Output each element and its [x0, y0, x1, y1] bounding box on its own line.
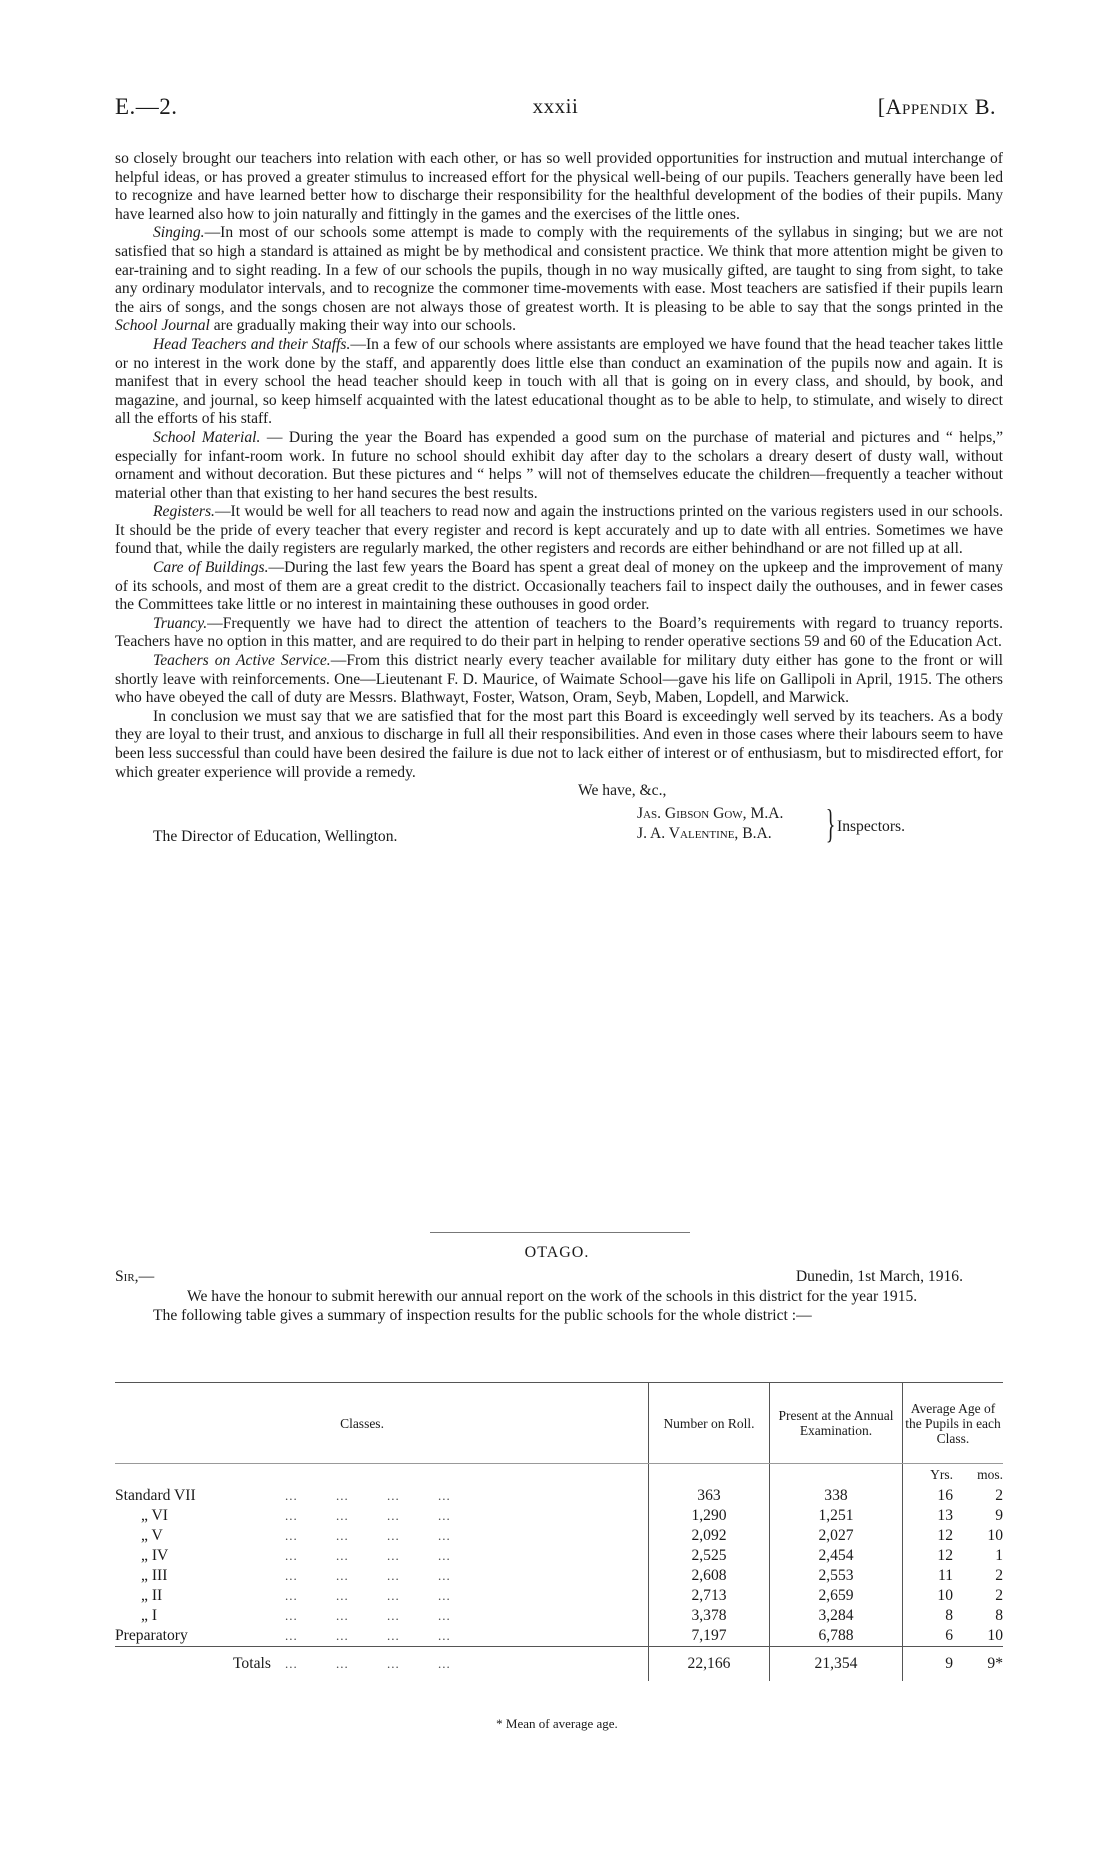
- totals-row: [115, 1647, 1003, 1682]
- roll-value: 7,197: [649, 1626, 770, 1647]
- leader-dots: ... ... ... ...: [285, 1548, 451, 1563]
- otago-letter: [115, 1268, 1003, 1325]
- signature-block: [115, 782, 1003, 852]
- column-header-classes: Classes.: [115, 1383, 649, 1464]
- truancy-text: —Frequently we have had to direct the attention of teachers to the Board’s requirements with regard to truancy reports. Teachers have no option in this matter, and are required to do their part in helping to render operative sections 59 and 60 of the Education Act.: [115, 614, 1003, 651]
- paragraph-conclusion: In conclusion we must say that we are satisfied that for the most part this Board is exceedingly well served by its teachers. As a body they are loyal to their trust, and anxious to discharge in full all their responsibilities. And even in those cases where their labours seem to have been less successful than could have been desired the failure is due not to lack either of interest or of enthusiasm, but to misdirected effort, for which greater experience will provide a remedy.: [115, 707, 1003, 781]
- leader-dots: ... ... ... ...: [285, 1608, 451, 1623]
- section-heading-otago: OTAGO.: [524, 1244, 590, 1261]
- age-months: 10: [987, 1527, 1003, 1544]
- active-service-text: —From this district nearly every teacher available for military duty either has gone to the front or will shortly leave with reinforcements. One—Lieutenant F. D. Maurice, of Waimate School—gave his life on Gallipoli in April, 1915. The others who have obeyed the call of duty are Messrs. Blathwayt, Foster, Watson, Oram, Seyb, Maben, Lopdell, and Marwick.: [115, 652, 1004, 707]
- table-row: [115, 1546, 1003, 1566]
- table-footnote: * Mean of average age.: [496, 1716, 618, 1731]
- closing: We have, &c.,: [578, 782, 667, 800]
- heading-singing: Singing.: [153, 224, 205, 242]
- roll-total: 22,166: [649, 1647, 770, 1682]
- heading-head-teachers: Head Teachers and their Staffs.: [153, 335, 351, 353]
- roll-value: 363: [649, 1486, 770, 1506]
- registers-text: —It would be well for all teachers to read now and again the instructions printed on the various registers used in our schools. It should be the pride of every teacher that every register and record is kept accurately and up to date with all entries. Sometimes we have found that, while the daily registers are regularly marked, the other registers and records are either behindhand or are not filled up at all.: [115, 503, 1003, 558]
- table-row: [115, 1526, 1003, 1546]
- age-years: 10: [903, 1586, 954, 1606]
- leader-dots: ... ... ... ...: [285, 1588, 451, 1603]
- column-header-present: Present at the Annual Examination.: [770, 1383, 903, 1464]
- age-years-total: 9: [903, 1647, 954, 1682]
- signatory-name: J. A. Valentine, B.A.: [637, 825, 772, 843]
- roll-value: 2,525: [649, 1546, 770, 1566]
- school-journal-title: School Journal: [115, 317, 210, 335]
- paragraph-head-teachers: [115, 336, 1003, 429]
- report-body: [115, 150, 1003, 852]
- age-months: 8: [995, 1607, 1003, 1624]
- leader-dots: ... ... ... ...: [285, 1568, 451, 1583]
- present-value: 338: [770, 1486, 903, 1506]
- leader-dots: ... ... ... ...: [285, 1628, 451, 1643]
- leader-dots: ... ... ... ...: [285, 1647, 649, 1682]
- heading-active-service: Teachers on Active Service.: [153, 652, 331, 670]
- roll-value: 2,608: [649, 1566, 770, 1586]
- otago-intro: We have the honour to submit herewith our annual report on the work of the schools in this district for the year 1915.: [187, 1288, 918, 1305]
- document-code: E.—2.: [115, 94, 178, 119]
- present-value: 1,251: [770, 1506, 903, 1526]
- singing-text-end: are gradually making their way into our schools.: [209, 317, 517, 335]
- paragraph-school-material: [115, 429, 1003, 503]
- page-number: xxxii: [532, 94, 579, 118]
- paragraph-active-service: [115, 652, 1003, 708]
- age-years: 8: [903, 1606, 954, 1626]
- class-label: „ II: [141, 1587, 163, 1604]
- class-label: „ IV: [141, 1547, 169, 1564]
- age-months: 9: [995, 1507, 1003, 1524]
- column-header-roll: Number on Roll.: [649, 1383, 770, 1464]
- present-total: 21,354: [770, 1647, 903, 1682]
- signatory-role: Inspectors.: [837, 818, 905, 836]
- table-row: [115, 1486, 1003, 1506]
- present-value: 2,553: [770, 1566, 903, 1586]
- paragraph-registers: [115, 503, 1003, 559]
- section-divider: [430, 1232, 690, 1233]
- age-months: 1: [995, 1547, 1003, 1564]
- present-value: 6,788: [770, 1626, 903, 1647]
- heading-school-material: School Material.: [153, 428, 261, 446]
- present-value: 2,454: [770, 1546, 903, 1566]
- salutation: Sir,—: [115, 1268, 155, 1285]
- age-years: 12: [903, 1526, 954, 1546]
- salutation-line: [115, 1268, 1003, 1288]
- age-years: 16: [903, 1486, 954, 1506]
- age-months-total: 9*: [953, 1647, 1003, 1682]
- page-header: [115, 94, 996, 126]
- totals-label: Totals: [115, 1647, 285, 1682]
- addressee: The Director of Education, Wellington.: [153, 828, 398, 846]
- table-header-row: [115, 1383, 1003, 1464]
- unit-years: Yrs.: [903, 1464, 954, 1487]
- table-row: [115, 1626, 1003, 1647]
- buildings-text: —During the last few years the Board has spent a great deal of money on the upkeep and the improvement of many of its schools, and most of them are a great credit to the district. Occasionally teachers fail to inspect daily the outhouses, and in fewer cases the Committees take little or no interest in maintaining these outhouses in good order.: [115, 559, 1003, 614]
- age-years: 6: [903, 1626, 954, 1647]
- age-years: 13: [903, 1506, 954, 1526]
- age-months: 2: [995, 1567, 1003, 1584]
- class-label: „ VI: [141, 1507, 168, 1524]
- heading-buildings: Care of Buildings.: [153, 559, 269, 577]
- age-years: 12: [903, 1546, 954, 1566]
- unit-months: mos.: [977, 1467, 1003, 1482]
- units-row: [115, 1464, 1003, 1487]
- singing-text: —In most of our schools some attempt is made to comply with the requirements of the syllabus in singing; but we are not satisfied that so high a standard is attained as might be by methodical and consistent practice. We think that more attention might be given to ear-training and to sight reading. In a few of our schools the pupils, though in no way musically gifted, are taught to sing from sight, to take any ordinary modulator intervals, and to recognize the commoner time-movements with ease. Most teachers are satisfied if their pupils learn the airs of songs, and the songs chosen are not always those of greatest worth. It is pleasing to be able to say that the songs printed in the: [115, 224, 1003, 316]
- letter-date: Dunedin, 1st March, 1916.: [795, 1268, 963, 1285]
- inspection-summary-table: [115, 1382, 1003, 1681]
- signatories: [637, 804, 783, 844]
- table-intro: The following table gives a summary of inspection results for the public schools for the whole district :—: [153, 1306, 812, 1324]
- present-value: 3,284: [770, 1606, 903, 1626]
- class-label: Preparatory: [115, 1627, 188, 1644]
- present-value: 2,659: [770, 1586, 903, 1606]
- age-months: 10: [987, 1627, 1003, 1644]
- present-value: 2,027: [770, 1526, 903, 1546]
- paragraph-singing: [115, 224, 1003, 336]
- roll-value: 2,713: [649, 1586, 770, 1606]
- leader-dots: ... ... ... ...: [285, 1528, 451, 1543]
- signatory-name: Jas. Gibson Gow, M.A.: [637, 805, 784, 823]
- age-months: 2: [995, 1487, 1003, 1504]
- class-label: Standard VII: [115, 1487, 196, 1504]
- paragraph-buildings: [115, 559, 1003, 615]
- table-row: [115, 1586, 1003, 1606]
- age-years: 11: [903, 1566, 954, 1586]
- class-label: „ I: [141, 1607, 158, 1624]
- leader-dots: ... ... ... ...: [285, 1488, 451, 1503]
- table-row: [115, 1566, 1003, 1586]
- paragraph-truancy: [115, 615, 1003, 652]
- heading-truancy: Truancy.: [153, 614, 208, 632]
- leader-dots: ... ... ... ...: [285, 1508, 451, 1523]
- roll-value: 1,290: [649, 1506, 770, 1526]
- brace-symbol: }: [825, 801, 836, 847]
- class-label: „ III: [141, 1567, 168, 1584]
- roll-value: 3,378: [649, 1606, 770, 1626]
- table-row: [115, 1606, 1003, 1626]
- heading-registers: Registers.: [153, 503, 215, 521]
- class-label: „ V: [141, 1527, 163, 1544]
- column-header-age: Average Age of the Pupils in each Class.: [903, 1383, 1004, 1464]
- roll-value: 2,092: [649, 1526, 770, 1546]
- table-row: [115, 1506, 1003, 1526]
- head-teachers-text: —In a few of our schools where assistants are employed we have found that the head teacher takes little or no interest in the work done by the staff, and apparently does little else than conduct an examination of the pupils now and again. It is manifest that in every school the head teacher should keep in touch with all that is going on in every class, and should, by book, and magazine, and journal, so keep himself acquainted with the latest educational thought as to be able to help, to stimulate, and wisely to direct all the efforts of his staff.: [115, 335, 1003, 428]
- appendix-label: [Appendix B.: [877, 94, 996, 119]
- school-material-text: — During the year the Board has expended a good sum on the purchase of material and pictures and “ helps,” especially for infant-room work. In future no school should exhibit day after day to the scholars a dreary desert of dusty wall, without ornament and without decoration. But these pictures and “ helps ” will not of themselves educate the children—frequently a teacher without material other than that existing to her hand secures the best results.: [115, 428, 1003, 502]
- age-months: 2: [995, 1587, 1003, 1604]
- paragraph-continuation: so closely brought our teachers into relation with each other, or has so well provided opportunities for instruction and mutual interchange of helpful ideas, or has proved a greater stimulus to increased effort for the physical well-being of our pupils. Teachers generally have been led to recognize and have learned better how to discharge their responsibility for the healthful development of the bodies of their pupils. Many have learned also how to join naturally and fittingly in the games and the exercises of the little ones.: [115, 150, 1003, 223]
